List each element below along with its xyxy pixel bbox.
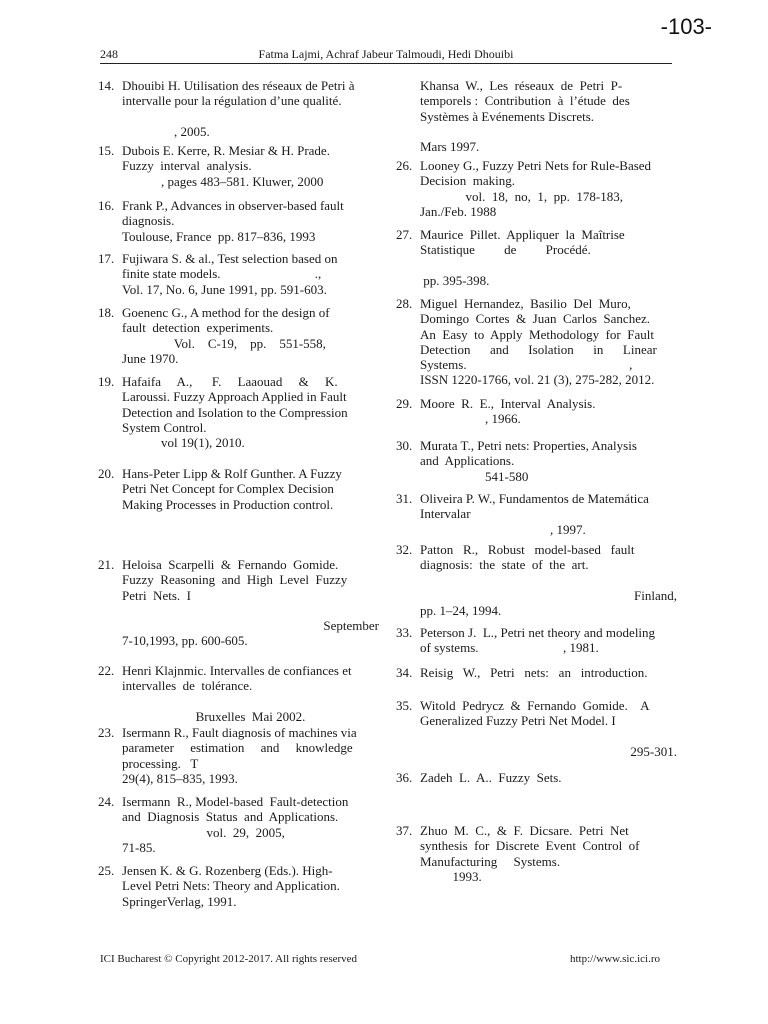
reference-line: Fuzzy Reasoning and High Level Fuzzy <box>122 572 348 588</box>
reference-number: 14. <box>98 78 115 93</box>
reference-line: Decision making. <box>420 173 515 189</box>
reference-number: 36. <box>396 770 413 785</box>
reference-number: 26. <box>396 158 413 173</box>
reference-text <box>420 491 677 537</box>
reference-line: Hafaifa A., F. Laaouad & K. <box>122 374 338 389</box>
reference-line: Petri Net Concept for Complex Decision <box>122 481 334 497</box>
reference-entry <box>98 78 378 139</box>
reference-line <box>122 694 379 709</box>
reference-number: 35. <box>396 698 413 713</box>
reference-line: Systems. , <box>420 357 633 373</box>
reference-line: Finland, <box>634 587 677 603</box>
footer-copyright: ICI Bucharest © Copyright 2012-2017. All rights reserved <box>100 953 358 965</box>
reference-entry <box>98 725 378 786</box>
reference-entry <box>396 158 676 219</box>
reference-text <box>420 396 677 427</box>
reference-text <box>420 770 677 785</box>
reference-entry <box>396 227 676 288</box>
reference-line: Detection and Isolation in Linear <box>420 341 657 357</box>
reference-text <box>122 251 379 297</box>
reference-entry <box>396 542 676 618</box>
reference-entry <box>396 296 676 388</box>
reference-text <box>420 542 677 618</box>
reference-line: Level Petri Nets: Theory and Application. <box>122 878 340 894</box>
reference-line: Statistique de Procédé. <box>420 242 591 258</box>
reference-number: 18. <box>98 305 115 320</box>
reference-line: Dhouibi H. Utilisation des réseaux de Petri à <box>122 78 355 93</box>
reference-text <box>420 158 677 219</box>
reference-line: Miguel Hernandez, Basilio Del Muro, <box>420 296 631 311</box>
reference-line: Domingo Cortes & Juan Carlos Sanchez. <box>420 311 650 327</box>
reference-entry <box>98 374 378 450</box>
reference-line: temporels : Contribution à l’étude des <box>420 93 630 109</box>
reference-number: 25. <box>98 863 115 878</box>
reference-line: vol 19(1), 2010. <box>122 435 245 451</box>
reference-line: Witold Pedrycz & Fernando Gomide. A <box>420 698 650 713</box>
reference-entry <box>396 770 676 785</box>
reference-line: Isermann R., Fault diagnosis of machines via <box>122 725 357 740</box>
reference-text <box>122 663 379 724</box>
reference-line: Generalized Fuzzy Petri Net Model. I <box>420 713 616 729</box>
reference-text <box>420 78 677 154</box>
reference-number: 16. <box>98 198 115 213</box>
reference-line <box>122 603 379 618</box>
reference-text <box>420 698 677 759</box>
reference-line: diagnosis: the state of the art. <box>420 557 589 573</box>
reference-text <box>122 374 379 450</box>
reference-number: 29. <box>396 396 413 411</box>
reference-line: September <box>323 618 379 634</box>
reference-line: Khansa W., Les réseaux de Petri P- <box>420 78 623 93</box>
page-number: -103- <box>660 14 712 39</box>
reference-line: Murata T., Petri nets: Properties, Analysis <box>420 438 637 453</box>
header-authors: Fatma Lajmi, Achraf Jabeur Talmoudi, Hedi Dhouibi <box>258 47 514 61</box>
reference-line: Henri Klajnmic. Intervalles de confiances et <box>122 663 352 678</box>
reference-entry <box>98 143 378 189</box>
reference-line: processing. T <box>122 755 199 771</box>
reference-number: 23. <box>98 725 115 740</box>
reference-number: 33. <box>396 625 413 640</box>
reference-number: 21. <box>98 557 115 572</box>
reference-line <box>122 109 379 124</box>
reference-line: , 1966. <box>420 411 521 427</box>
footer-url: http://www.sic.ici.ro <box>569 953 660 965</box>
reference-line <box>420 124 677 139</box>
reference-line: 71-85. <box>122 839 156 855</box>
reference-line: vol. 29, 2005, <box>122 824 285 840</box>
reference-line: 7-10,1993, pp. 600-605. <box>122 633 248 649</box>
reference-line: Manufacturing Systems. <box>420 853 561 869</box>
reference-number: 34. <box>396 665 413 680</box>
reference-number: 20. <box>98 466 115 481</box>
reference-entry <box>396 665 676 680</box>
reference-line: Heloisa Scarpelli & Fernando Gomide. <box>122 557 339 572</box>
reference-entry <box>396 823 676 884</box>
reference-number: 24. <box>98 794 115 809</box>
reference-line: , 2005. <box>122 123 210 139</box>
reference-number: 19. <box>98 374 115 389</box>
reference-line: Systèmes à Evénements Discrets. <box>420 108 595 124</box>
reference-number: 32. <box>396 542 413 557</box>
reference-line: Moore R. E., Interval Analysis. <box>420 396 596 411</box>
folio-number: 248 <box>100 47 118 61</box>
reference-line <box>420 573 677 588</box>
reference-line: System Control. <box>122 419 207 435</box>
reference-line: Zadeh L. A.. Fuzzy Sets. <box>420 770 562 785</box>
reference-entry <box>396 625 676 656</box>
reference-line: 29(4), 815–835, 1993. <box>122 770 238 786</box>
reference-text <box>122 305 379 366</box>
reference-text <box>122 466 379 512</box>
reference-line: intervalles de tolérance. <box>122 678 253 694</box>
reference-line: Jensen K. & G. Rozenberg (Eds.). High- <box>122 863 333 878</box>
reference-text <box>420 665 677 680</box>
reference-line: finite state models. ., <box>122 266 322 282</box>
reference-entry <box>98 198 378 244</box>
reference-line: diagnosis. <box>122 213 175 229</box>
reference-line: Mars 1997. <box>420 139 480 155</box>
reference-line: June 1970. <box>122 350 179 366</box>
reference-line: Making Processes in Production control. <box>122 496 334 512</box>
reference-line: Patton R., Robust model-based fault <box>420 542 635 557</box>
running-header <box>100 47 672 64</box>
reference-entry <box>396 396 676 427</box>
reference-line: Dubois E. Kerre, R. Mesiar & H. Prade. <box>122 143 330 158</box>
reference-line: pp. 1–24, 1994. <box>420 603 502 619</box>
reference-line: Fuzzy interval analysis. <box>122 158 252 174</box>
reference-text <box>420 823 677 884</box>
reference-text <box>122 557 379 649</box>
reference-number: 15. <box>98 143 115 158</box>
reference-text <box>122 725 379 786</box>
reference-text <box>122 198 379 244</box>
reference-line: An Easy to Apply Methodology for Fault <box>420 326 654 342</box>
reference-line: Peterson J. L., Petri net theory and modeling <box>420 625 656 640</box>
reference-line: synthesis for Discrete Event Control of <box>420 838 640 854</box>
reference-line: fault detection experiments. <box>122 320 274 336</box>
reference-text <box>122 143 379 189</box>
reference-line: of systems. , 1981. <box>420 640 599 656</box>
reference-line: Petri Nets. I <box>122 587 191 603</box>
reference-line: 1993. <box>420 868 482 884</box>
reference-entry <box>396 698 676 759</box>
reference-line: Reisig W., Petri nets: an introduction. <box>420 665 648 680</box>
reference-line: , pages 483–581. Kluwer, 2000 <box>122 173 324 189</box>
reference-text <box>420 227 677 288</box>
reference-line: , 1997. <box>420 521 586 537</box>
reference-line: pp. 395-398. <box>420 272 490 288</box>
reference-entry <box>396 491 676 537</box>
reference-line: Goenenc G., A method for the design of <box>122 305 330 320</box>
reference-line: Hans-Peter Lipp & Rolf Gunther. A Fuzzy <box>122 466 342 481</box>
reference-line: ISSN 1220-1766, vol. 21 (3), 275-282, 2012. <box>420 372 655 388</box>
reference-text <box>420 625 677 656</box>
reference-number: 30. <box>396 438 413 453</box>
reference-number: 17. <box>98 251 115 266</box>
reference-text <box>122 794 379 855</box>
reference-entry <box>98 663 378 724</box>
reference-line: Looney G., Fuzzy Petri Nets for Rule-Based <box>420 158 652 173</box>
reference-line: 295-301. <box>630 743 677 759</box>
reference-line <box>420 729 677 744</box>
reference-number: 22. <box>98 663 115 678</box>
reference-line: Jan./Feb. 1988 <box>420 203 497 219</box>
reference-entry <box>98 305 378 366</box>
reference-line: Maurice Pillet. Appliquer la Maîtrise <box>420 227 625 242</box>
reference-number: 27. <box>396 227 413 242</box>
reference-line: Frank P., Advances in observer-based fault <box>122 198 344 213</box>
reference-text <box>122 78 379 139</box>
reference-line: Oliveira P. W., Fundamentos de Matemática <box>420 491 649 506</box>
reference-line: Vol. C-19, pp. 551-558, <box>122 335 326 351</box>
reference-line: 541-580 <box>420 468 529 484</box>
reference-line: Vol. 17, No. 6, June 1991, pp. 591-603. <box>122 281 327 297</box>
reference-line: Detection and Isolation to the Compression <box>122 404 348 420</box>
reference-entry <box>98 794 378 855</box>
reference-text <box>420 296 677 388</box>
reference-entry <box>98 557 378 649</box>
reference-line: Toulouse, France pp. 817–836, 1993 <box>122 228 316 244</box>
reference-line: Laroussi. Fuzzy Approach Applied in Fault <box>122 389 347 405</box>
reference-text <box>420 438 677 484</box>
reference-entry <box>396 78 676 154</box>
reference-line: SpringerVerlag, 1991. <box>122 893 237 909</box>
reference-line: Intervalar <box>420 506 471 522</box>
reference-entry <box>396 438 676 484</box>
reference-line: vol. 18, no, 1, pp. 178-183, <box>420 188 623 204</box>
reference-line: intervalle pour la régulation d’une qualité. <box>122 93 342 109</box>
reference-line: and Applications. <box>420 453 515 469</box>
reference-line: Isermann R., Model-based Fault-detection <box>122 794 349 809</box>
reference-line: Fujiwara S. & al., Test selection based on <box>122 251 338 266</box>
reference-number: 28. <box>396 296 413 311</box>
reference-line: Zhuo M. C., & F. Dicsare. Petri Net <box>420 823 629 838</box>
reference-entry <box>98 863 378 909</box>
reference-line: and Diagnosis Status and Applications. <box>122 809 339 825</box>
reference-entry <box>98 251 378 297</box>
reference-line: parameter estimation and knowledge <box>122 740 353 756</box>
reference-line <box>420 258 677 273</box>
reference-text <box>122 863 379 909</box>
reference-entry <box>98 466 378 512</box>
reference-number: 37. <box>396 823 413 838</box>
reference-number: 31. <box>396 491 413 506</box>
reference-line: Bruxelles Mai 2002. <box>195 708 306 724</box>
